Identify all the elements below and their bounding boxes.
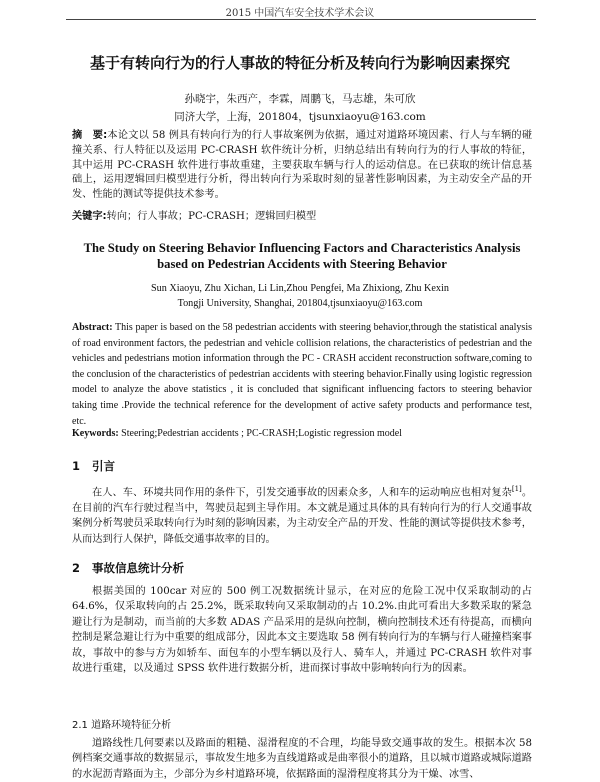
chinese-abstract (72, 129, 532, 203)
chinese-authors: 孙晓宇，朱西产，李霖，周鹏飞，马志雄，朱可欣 (184, 93, 416, 105)
english-keywords (72, 428, 532, 439)
running-header: 2015 中国汽车安全技术学术会议 (225, 8, 375, 19)
section-2-1-text: 道路线性几何要素以及路面的粗糙、湿滑程度的不合理，均能导致交通事故的发生。根据本次 58 例档案交通事故的数据显示，事故发生地多为直线道路或是曲率很小的道路，且以城市道路或城际道路的水泥沥青路面为主，少部分为乡村道路环境，依据路面的湿滑程度将其分为干燥、冰雪、 (72, 738, 532, 780)
chinese-keywords-text: 转向；行人事故；PC-CRASH；逻辑回归模型 (106, 211, 317, 222)
section-1-paragraph (72, 482, 532, 547)
chinese-abstract-text: 本论文以 58 例具有转向行为的行人事故案例为依据，通过对道路环境因素、行人与车辆的碰撞关系、行人特征以及运用 PC-CRASH 软件统计分析，归纳总结出有转向行为的行人事故的特征，其中运用 PC-CRASH 软件进行事故重建，主要获取车辆与行人的运动信息。在已获取的统计信息基础上，运用逻辑回归模型进行分析，得出转向行为采取时刻的显著性影响因素，为主动安全产品的开发、性能的测试等提供技术参考。 (72, 130, 533, 201)
english-abstract-text: This paper is based on the 58 pedestrian accidents with steering behavior,through the statistical analysis of road environment factors, the pedestrian and vehicle collision relations, the characteristics of pedestrian and the vehicles and pedestrians motion information through the PC - CRASH accident reconstruction software,coming to the conclusion of the characteristics of pedestrian accidents with steering behavior.Finally using logistic regression model to analyze the above statistics , it is concluded that significant influencing factors to steering behavior taking time .Provide the technical reference for the development of active safety products and performance test, etc. (72, 322, 532, 427)
english-abstract (72, 320, 532, 429)
english-affiliation: Tongji University, Shanghai, 201804,tjsunxiaoyu@163.com (177, 298, 423, 309)
english-authors: Sun Xiaoyu, Zhu Xichan, Li Lin,Zhou Pengfei, Ma Zhixiong, Zhu Kexin (151, 283, 449, 294)
chinese-title: 基于有转向行为的行人事故的特征分析及转向行为影响因素探究 (89, 54, 510, 72)
chinese-keywords (72, 207, 532, 222)
chinese-abstract-label: 摘 要: (72, 130, 108, 141)
section-2-heading (72, 560, 184, 576)
section-2-1-title: 道路环境特征分析 (91, 720, 172, 731)
header-rule (66, 19, 536, 20)
section-2-text: 根据美国的 100car 对应的 500 例工况数据统计显示，在对应的危险工况中仅采取制动的占 64.6%，仅采取转向的占 25.2%，既采取转向又采取制动的占 10.2%.由此可看出大多数采取的紧急避让行为是制动，而当前的大多数 ADAS 产品采用的是纵向控制，横向控制技术还有待提高，而横向控制是紧急避让行为中重要的组成部分，因此本文主要选取 58 例有转向行为的车辆与行人碰撞档案事故，事故中的参与方为如轿车、面包车的小型车辆以及行人、骑车人，并通过 PC-CRASH 软件对事故进行重建，以及通过 SPSS 软件进行数据分析，进而探讨事故中影响转向行为的因素。 (72, 586, 532, 675)
section-2-1-number: 2.1 (72, 720, 88, 731)
section-1-title: 引言 (92, 459, 115, 473)
section-2-number: 2 (72, 561, 81, 575)
section-2-1-heading (72, 716, 171, 731)
section-1-number: 1 (72, 459, 81, 473)
citation-ref: [1] (511, 485, 522, 493)
english-title: The Study on Steering Behavior Influencing Factors and Characteristics Analysis based on Pedestrian Accidents with Steering Behavior (83, 241, 521, 271)
section-1-heading (72, 458, 115, 474)
english-abstract-label: Abstract: (72, 322, 113, 333)
english-keywords-text: Steering;Pedestrian accidents ; PC-CRASH;Logistic regression model (121, 428, 402, 439)
chinese-affiliation: 同济大学，上海，201804，tjsunxiaoyu@163.com (174, 111, 426, 123)
section-1-text-a: 在人、车、环境共同作用的条件下，引发交通事故的因素众多，人和车的运动响应也相对复杂 (92, 487, 512, 499)
section-2-title: 事故信息统计分析 (92, 561, 184, 575)
chinese-keywords-label: 关键字: (72, 211, 107, 222)
english-keywords-label: Keywords: (72, 428, 119, 439)
section-1-text-b: 。在目前的汽车行驶过程当中，驾驶员起到主导作用。本文就是通过具体的具有转向行为的行人交通事故案例分析驾驶员采取转向行为时刻的影响因素，为主动安全产品的开发、性能的测试等提供技术参考，从而达到行人保护，降低交通事故率的目的。 (72, 487, 533, 545)
section-2-paragraph (72, 584, 532, 676)
section-2-1-paragraph (72, 736, 532, 782)
